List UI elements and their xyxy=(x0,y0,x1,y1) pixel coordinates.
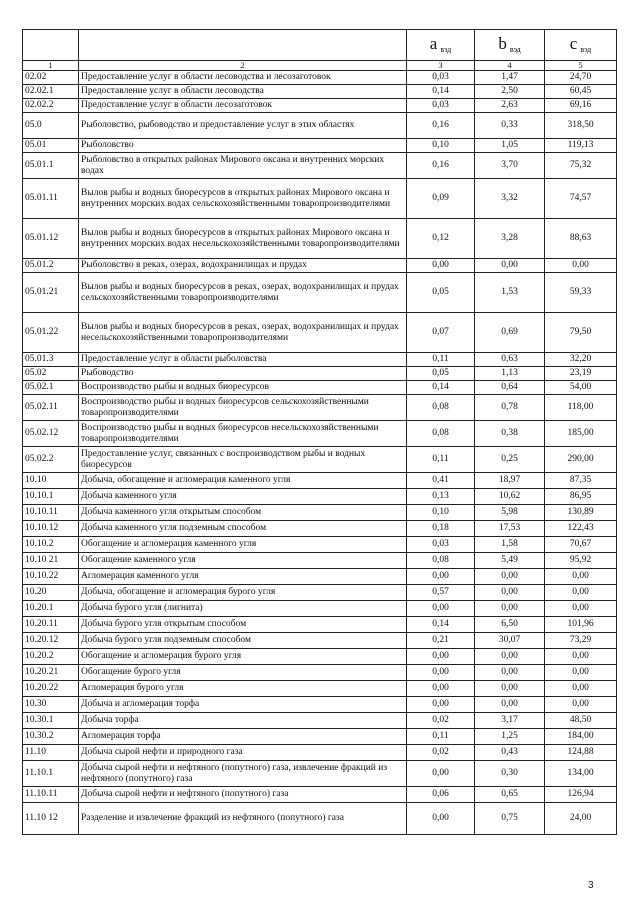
column-number: 3 xyxy=(407,61,475,71)
name-cell: Агломерация каменного угля xyxy=(79,569,407,585)
code-cell: 02.02.1 xyxy=(23,85,79,99)
code-cell: 10.10 21 xyxy=(23,553,79,569)
a-value-cell: 0,11 xyxy=(407,729,475,745)
b-value-cell: 1,47 xyxy=(475,71,545,85)
code-cell: 05.01.21 xyxy=(23,273,79,313)
b-value-cell: 0,63 xyxy=(475,353,545,367)
b-value-cell: 2,63 xyxy=(475,99,545,113)
code-cell: 10.30 xyxy=(23,697,79,713)
name-cell: Агломерация бурого угля xyxy=(79,681,407,697)
a-value-cell: 0,13 xyxy=(407,489,475,505)
code-cell: 05.01.22 xyxy=(23,313,79,353)
b-value-cell: 1,58 xyxy=(475,537,545,553)
b-value-cell: 6,50 xyxy=(475,617,545,633)
code-cell: 10.10.22 xyxy=(23,569,79,585)
c-value-cell: 0,00 xyxy=(545,601,617,617)
table-row xyxy=(23,353,617,367)
name-cell: Добыча бурого угля (лигнита) xyxy=(79,601,407,617)
table-row xyxy=(23,219,617,259)
b-value-cell: 2,50 xyxy=(475,85,545,99)
code-cell: 11.10 xyxy=(23,745,79,761)
name-cell: Рыболовство в реках, озерах, водохранилищах и прудах xyxy=(79,259,407,273)
b-value-cell: 0,78 xyxy=(475,395,545,421)
c-value-cell: 70,67 xyxy=(545,537,617,553)
table-row xyxy=(23,761,617,787)
name-cell: Разделение и извлечение фракций из нефтяного (попутного) газа xyxy=(79,803,407,835)
c-value-cell: 0,00 xyxy=(545,569,617,585)
c-value-cell: 0,00 xyxy=(545,259,617,273)
page-number: 3 xyxy=(588,880,594,891)
a-value-cell: 0,00 xyxy=(407,681,475,697)
b-value-cell: 3,70 xyxy=(475,153,545,179)
column-number-row xyxy=(23,61,617,71)
b-value-cell: 10,62 xyxy=(475,489,545,505)
code-cell: 05.02.12 xyxy=(23,421,79,447)
table-row xyxy=(23,273,617,313)
name-cell: Добыча бурого угля открытым способом xyxy=(79,617,407,633)
c-value-cell: 24,70 xyxy=(545,71,617,85)
name-cell: Рыбоводство xyxy=(79,367,407,381)
c-value-cell: 134,00 xyxy=(545,761,617,787)
a-value-cell: 0,02 xyxy=(407,745,475,761)
column-number: 5 xyxy=(545,61,617,71)
c-value-cell: 48,50 xyxy=(545,713,617,729)
a-value-cell: 0,07 xyxy=(407,313,475,353)
a-value-cell: 0,00 xyxy=(407,697,475,713)
a-value-cell: 0,11 xyxy=(407,353,475,367)
code-cell: 05.01.1 xyxy=(23,153,79,179)
table-row xyxy=(23,617,617,633)
header-row xyxy=(23,30,617,61)
code-cell: 10.10.2 xyxy=(23,537,79,553)
code-cell: 05.02.2 xyxy=(23,447,79,473)
a-value-cell: 0,41 xyxy=(407,473,475,489)
table-row xyxy=(23,313,617,353)
a-value-cell: 0,03 xyxy=(407,71,475,85)
name-cell: Вылов рыбы и водных биоресурсов в реках, озерах, водохранилищах и прудах несельскохозяйственными товаропроизводителями xyxy=(79,313,407,353)
c-value-cell: 0,00 xyxy=(545,681,617,697)
a-value-cell: 0,06 xyxy=(407,787,475,803)
table-row xyxy=(23,633,617,649)
name-cell: Обогащение каменного угля xyxy=(79,553,407,569)
c-value-cell: 95,92 xyxy=(545,553,617,569)
b-value-cell: 1,13 xyxy=(475,367,545,381)
table-row xyxy=(23,99,617,113)
header-c-main: c xyxy=(569,34,578,53)
header-a-sub: вэд xyxy=(440,45,452,54)
table-row xyxy=(23,601,617,617)
name-cell: Добыча сырой нефти и природного газа xyxy=(79,745,407,761)
c-value-cell: 318,50 xyxy=(545,113,617,139)
a-value-cell: 0,05 xyxy=(407,273,475,313)
table-row xyxy=(23,649,617,665)
column-number: 1 xyxy=(23,61,79,71)
header-cell-code xyxy=(23,30,79,61)
a-value-cell: 0,08 xyxy=(407,553,475,569)
header-cell-c xyxy=(545,30,617,61)
header-cell-a xyxy=(407,30,475,61)
code-cell: 05.01.11 xyxy=(23,179,79,219)
c-value-cell: 101,96 xyxy=(545,617,617,633)
a-value-cell: 0,11 xyxy=(407,447,475,473)
code-cell: 10.20.12 xyxy=(23,633,79,649)
b-value-cell: 30,07 xyxy=(475,633,545,649)
table-row xyxy=(23,447,617,473)
table-row xyxy=(23,505,617,521)
table-row xyxy=(23,259,617,273)
name-cell: Рыболовство xyxy=(79,139,407,153)
code-cell: 02.02 xyxy=(23,71,79,85)
c-value-cell: 75,32 xyxy=(545,153,617,179)
name-cell: Вылов рыбы и водных биоресурсов в реках, озерах, водохранилищах и прудах сельскохозяйственными товаропроизводителями xyxy=(79,273,407,313)
code-cell: 10.20.11 xyxy=(23,617,79,633)
a-value-cell: 0,16 xyxy=(407,153,475,179)
c-value-cell: 0,00 xyxy=(545,585,617,601)
a-value-cell: 0,00 xyxy=(407,665,475,681)
a-value-cell: 0,03 xyxy=(407,99,475,113)
name-cell: Добыча сырой нефти и нефтяного (попутного) газа xyxy=(79,787,407,803)
table-row xyxy=(23,537,617,553)
code-cell: 05.02 xyxy=(23,367,79,381)
b-value-cell: 5,98 xyxy=(475,505,545,521)
name-cell: Добыча каменного угля xyxy=(79,489,407,505)
b-value-cell: 0,25 xyxy=(475,447,545,473)
table-row xyxy=(23,521,617,537)
b-value-cell: 0,00 xyxy=(475,665,545,681)
code-cell: 02.02.2 xyxy=(23,99,79,113)
c-value-cell: 86,95 xyxy=(545,489,617,505)
a-value-cell: 0,10 xyxy=(407,505,475,521)
code-cell: 10.10.12 xyxy=(23,521,79,537)
c-value-cell: 0,00 xyxy=(545,697,617,713)
code-cell: 10.10.11 xyxy=(23,505,79,521)
b-value-cell: 18,97 xyxy=(475,473,545,489)
table-row xyxy=(23,71,617,85)
a-value-cell: 0,14 xyxy=(407,85,475,99)
table-row xyxy=(23,569,617,585)
name-cell: Добыча бурого угля подземным способом xyxy=(79,633,407,649)
name-cell: Добыча и агломерация торфа xyxy=(79,697,407,713)
c-value-cell: 122,43 xyxy=(545,521,617,537)
header-c-sub: вэд xyxy=(580,45,592,54)
name-cell: Агломерация торфа xyxy=(79,729,407,745)
table-row xyxy=(23,395,617,421)
code-cell: 11.10.1 xyxy=(23,761,79,787)
table-row xyxy=(23,421,617,447)
table-row xyxy=(23,473,617,489)
table-body xyxy=(23,30,617,835)
name-cell: Предоставление услуг в области рыболовства xyxy=(79,353,407,367)
name-cell: Рыболовство, рыбоводство и предоставление услуг в этих областях xyxy=(79,113,407,139)
a-value-cell: 0,12 xyxy=(407,219,475,259)
table-row xyxy=(23,367,617,381)
c-value-cell: 32,20 xyxy=(545,353,617,367)
c-value-cell: 119,13 xyxy=(545,139,617,153)
a-value-cell: 0,18 xyxy=(407,521,475,537)
code-cell: 10.20 xyxy=(23,585,79,601)
b-value-cell: 0,00 xyxy=(475,681,545,697)
code-cell: 10.20.21 xyxy=(23,665,79,681)
column-number: 4 xyxy=(475,61,545,71)
b-value-cell: 3,28 xyxy=(475,219,545,259)
a-value-cell: 0,00 xyxy=(407,761,475,787)
name-cell: Вылов рыбы и водных биоресурсов в открытых районах Мирового оксана и внутренних морских водах несельскохозяйственными товаропроизводителями xyxy=(79,219,407,259)
table-row xyxy=(23,153,617,179)
table-row xyxy=(23,381,617,395)
c-value-cell: 0,00 xyxy=(545,649,617,665)
code-cell: 05.01 xyxy=(23,139,79,153)
c-value-cell: 118,00 xyxy=(545,395,617,421)
b-value-cell: 1,53 xyxy=(475,273,545,313)
name-cell: Обогащение и агломерация каменного угля xyxy=(79,537,407,553)
name-cell: Предоставление услуг в области лесозаготовок xyxy=(79,99,407,113)
b-value-cell: 3,32 xyxy=(475,179,545,219)
b-value-cell: 0,65 xyxy=(475,787,545,803)
code-cell: 10.20.2 xyxy=(23,649,79,665)
code-cell: 05.02.1 xyxy=(23,381,79,395)
name-cell: Воспроизводство рыбы и водных биоресурсов несельскохозяйственными товаропроизводителями xyxy=(79,421,407,447)
name-cell: Предоставление услуг в области лесоводства xyxy=(79,85,407,99)
a-value-cell: 0,14 xyxy=(407,381,475,395)
name-cell: Предоставление услуг в области лесоводства и лесозаготовок xyxy=(79,71,407,85)
c-value-cell: 88,63 xyxy=(545,219,617,259)
c-value-cell: 87,35 xyxy=(545,473,617,489)
a-value-cell: 0,00 xyxy=(407,601,475,617)
c-value-cell: 126,94 xyxy=(545,787,617,803)
table-row xyxy=(23,139,617,153)
name-cell: Добыча каменного угля подземным способом xyxy=(79,521,407,537)
table-row xyxy=(23,729,617,745)
c-value-cell: 124,88 xyxy=(545,745,617,761)
a-value-cell: 0,08 xyxy=(407,395,475,421)
b-value-cell: 0,75 xyxy=(475,803,545,835)
header-b-main: b xyxy=(498,34,507,53)
name-cell: Вылов рыбы и водных биоресурсов в открытых районах Мирового оксана и внутренних морских водах сельскохозяйственными товаропроизводителями xyxy=(79,179,407,219)
a-value-cell: 0,57 xyxy=(407,585,475,601)
c-value-cell: 184,00 xyxy=(545,729,617,745)
c-value-cell: 79,50 xyxy=(545,313,617,353)
b-value-cell: 0,38 xyxy=(475,421,545,447)
b-value-cell: 0,00 xyxy=(475,569,545,585)
b-value-cell: 5,49 xyxy=(475,553,545,569)
name-cell: Добыча, обогащение и агломерация бурого угля xyxy=(79,585,407,601)
b-value-cell: 0,00 xyxy=(475,259,545,273)
code-cell: 05.01.12 xyxy=(23,219,79,259)
column-number: 2 xyxy=(79,61,407,71)
c-value-cell: 290,00 xyxy=(545,447,617,473)
name-cell: Обогащение и агломерация бурого угля xyxy=(79,649,407,665)
b-value-cell: 0,43 xyxy=(475,745,545,761)
a-value-cell: 0,21 xyxy=(407,633,475,649)
header-cell-b xyxy=(475,30,545,61)
header-cell-name xyxy=(79,30,407,61)
header-b-sub: вэд xyxy=(509,45,521,54)
c-value-cell: 60,45 xyxy=(545,85,617,99)
table-row xyxy=(23,713,617,729)
table-row xyxy=(23,681,617,697)
a-value-cell: 0,09 xyxy=(407,179,475,219)
b-value-cell: 1,05 xyxy=(475,139,545,153)
c-value-cell: 185,00 xyxy=(545,421,617,447)
b-value-cell: 0,30 xyxy=(475,761,545,787)
code-cell: 10.30.2 xyxy=(23,729,79,745)
a-value-cell: 0,00 xyxy=(407,649,475,665)
b-value-cell: 0,00 xyxy=(475,601,545,617)
name-cell: Воспроизводство рыбы и водных биоресурсов сельскохозяйственными товаропроизводителями xyxy=(79,395,407,421)
coefficients-table xyxy=(22,29,617,835)
table-row xyxy=(23,697,617,713)
code-cell: 10.20.22 xyxy=(23,681,79,697)
b-value-cell: 3,17 xyxy=(475,713,545,729)
code-cell: 10.10 xyxy=(23,473,79,489)
a-value-cell: 0,08 xyxy=(407,421,475,447)
table-row xyxy=(23,85,617,99)
a-value-cell: 0,00 xyxy=(407,569,475,585)
name-cell: Добыча каменного угля открытым способом xyxy=(79,505,407,521)
table-row xyxy=(23,553,617,569)
name-cell: Рыболовство в открытых районах Мирового оксана и внутренних морских водах xyxy=(79,153,407,179)
code-cell: 10.20.1 xyxy=(23,601,79,617)
code-cell: 11.10.11 xyxy=(23,787,79,803)
b-value-cell: 0,00 xyxy=(475,585,545,601)
code-cell: 11.10 12 xyxy=(23,803,79,835)
c-value-cell: 74,57 xyxy=(545,179,617,219)
code-cell: 05.01.3 xyxy=(23,353,79,367)
b-value-cell: 0,00 xyxy=(475,649,545,665)
a-value-cell: 0,00 xyxy=(407,803,475,835)
table-row xyxy=(23,489,617,505)
c-value-cell: 54,00 xyxy=(545,381,617,395)
c-value-cell: 23,19 xyxy=(545,367,617,381)
c-value-cell: 0,00 xyxy=(545,665,617,681)
table-row xyxy=(23,113,617,139)
b-value-cell: 0,69 xyxy=(475,313,545,353)
code-cell: 05.0 xyxy=(23,113,79,139)
a-value-cell: 0,05 xyxy=(407,367,475,381)
b-value-cell: 0,64 xyxy=(475,381,545,395)
name-cell: Обогащение бурого угля xyxy=(79,665,407,681)
table-row xyxy=(23,787,617,803)
name-cell: Добыча сырой нефти и нефтяного (попутного) газа, извлечение фракций из нефтяного (попутного) газа xyxy=(79,761,407,787)
a-value-cell: 0,10 xyxy=(407,139,475,153)
c-value-cell: 69,16 xyxy=(545,99,617,113)
c-value-cell: 59,33 xyxy=(545,273,617,313)
table-row xyxy=(23,585,617,601)
a-value-cell: 0,00 xyxy=(407,259,475,273)
b-value-cell: 0,00 xyxy=(475,697,545,713)
code-cell: 05.01.2 xyxy=(23,259,79,273)
code-cell: 10.10.1 xyxy=(23,489,79,505)
c-value-cell: 24,00 xyxy=(545,803,617,835)
b-value-cell: 1,25 xyxy=(475,729,545,745)
c-value-cell: 130,89 xyxy=(545,505,617,521)
b-value-cell: 0,33 xyxy=(475,113,545,139)
code-cell: 05.02.11 xyxy=(23,395,79,421)
a-value-cell: 0,02 xyxy=(407,713,475,729)
name-cell: Воспроизводство рыбы и водных биоресурсов xyxy=(79,381,407,395)
b-value-cell: 17,53 xyxy=(475,521,545,537)
table-row xyxy=(23,803,617,835)
a-value-cell: 0,03 xyxy=(407,537,475,553)
table-row xyxy=(23,745,617,761)
a-value-cell: 0,16 xyxy=(407,113,475,139)
a-value-cell: 0,14 xyxy=(407,617,475,633)
name-cell: Предоставление услуг, связанных с воспроизводством рыбы и водных биоресурсов xyxy=(79,447,407,473)
code-cell: 10.30.1 xyxy=(23,713,79,729)
table-row xyxy=(23,179,617,219)
header-a-main: a xyxy=(429,34,438,53)
name-cell: Добыча, обогащение и агломерация каменного угля xyxy=(79,473,407,489)
name-cell: Добыча торфа xyxy=(79,713,407,729)
table-row xyxy=(23,665,617,681)
c-value-cell: 73,29 xyxy=(545,633,617,649)
